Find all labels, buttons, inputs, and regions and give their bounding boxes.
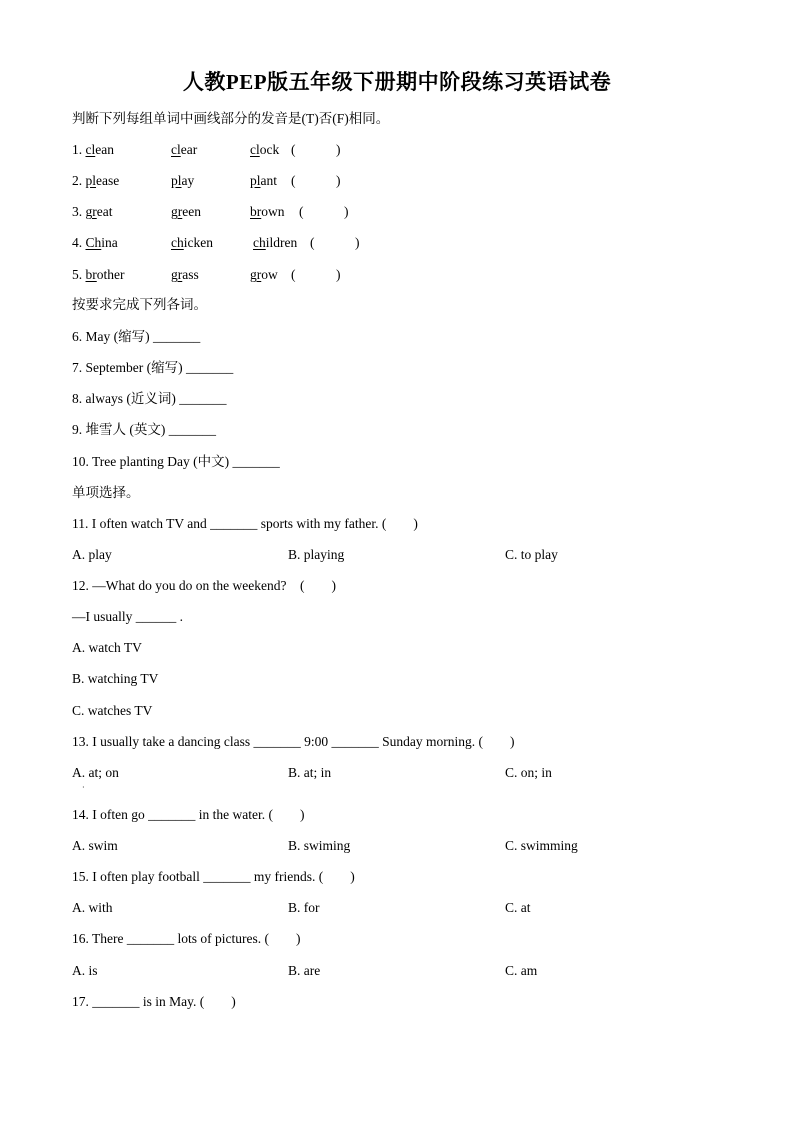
section3-heading: 单项选择。: [72, 485, 140, 500]
word-rest: ock: [259, 142, 280, 157]
question-4-word-3: [253, 234, 297, 252]
word-rest: ear: [180, 142, 198, 157]
question-12-option-b: B. watching TV: [72, 671, 159, 686]
underlined-letters: Ch: [85, 235, 102, 250]
question-16-option-b: B. are: [288, 963, 321, 978]
question-number: 5.: [72, 267, 86, 282]
question-number: 4.: [72, 235, 86, 250]
question-7: 7. September (缩写) _______: [72, 360, 234, 375]
question-16-option-a: A. is: [72, 963, 98, 978]
question-12-stem: 12. —What do you do on the weekend? ( ): [72, 578, 336, 593]
question-1-word-3: [250, 141, 279, 159]
word-rest: ay: [181, 173, 195, 188]
underlined-letters: gr: [171, 204, 183, 219]
question-10: 10. Tree planting Day (中文) _______: [72, 454, 280, 469]
word-rest: een: [182, 204, 201, 219]
question-5-word-3: [250, 266, 278, 284]
question-12-option-c: C. watches TV: [72, 703, 153, 718]
question-15-option-b: B. for: [288, 900, 320, 915]
question-13-stem: 13. I usually take a dancing class _______ 9:00 _______ Sunday morning. ( ): [72, 734, 515, 749]
question-11-option-b: B. playing: [288, 547, 345, 562]
question-3-word-2: [171, 203, 201, 221]
word-rest: ease: [96, 173, 120, 188]
question-2-word-2: [171, 172, 194, 190]
question-15-option-c: C. at: [505, 900, 531, 915]
underlined-letters: gr: [171, 267, 183, 282]
underlined-letters: cl: [250, 142, 260, 157]
question-3-word-3: [250, 203, 285, 221]
question-4-word-1: [72, 234, 118, 252]
underlined-letters: pl: [171, 173, 182, 188]
section2-heading: 按要求完成下列各词。: [72, 297, 207, 312]
word-rest: icken: [183, 235, 213, 250]
question-11-option-a: A. play: [72, 547, 112, 562]
underlined-letters: cl: [85, 142, 96, 157]
word-rest: ant: [260, 173, 278, 188]
question-9: 9. 堆雪人 (英文) _______: [72, 422, 216, 437]
underlined-letters: cl: [171, 142, 181, 157]
underlined-letters: pl: [250, 173, 261, 188]
question-6: 6. May (缩写) _______: [72, 329, 201, 344]
question-11-option-c: C. to play: [505, 547, 558, 562]
answer-parentheses[interactable]: ( ): [291, 173, 341, 188]
question-4-word-2: [171, 234, 213, 252]
question-15-option-a: A. with: [72, 900, 113, 915]
question-1-word-1: [72, 141, 114, 159]
question-number: 2.: [72, 173, 86, 188]
answer-parentheses[interactable]: ( ): [299, 204, 349, 219]
page-title: 人教PEP版五年级下册期中阶段练习英语试卷: [182, 70, 612, 94]
word-rest: other: [96, 267, 125, 282]
word-rest: ina: [101, 235, 118, 250]
word-rest: own: [261, 204, 285, 219]
question-5-word-2: [171, 266, 199, 284]
question-12-option-a: A. watch TV: [72, 640, 142, 655]
question-number: 1.: [72, 142, 86, 157]
word-rest: ildren: [265, 235, 298, 250]
question-8: 8. always (近义词) _______: [72, 391, 227, 406]
question-number: 3.: [72, 204, 86, 219]
underlined-letters: gr: [85, 204, 97, 219]
section1-heading: 判断下列每组单词中画线部分的发音是(T)否(F)相同。: [72, 111, 390, 126]
underlined-letters: br: [85, 267, 97, 282]
underlined-letters: br: [250, 204, 262, 219]
word-rest: ass: [182, 267, 199, 282]
question-14-option-b: B. swiming: [288, 838, 351, 853]
question-14-stem: 14. I often go _______ in the water. ( ): [72, 807, 305, 822]
answer-parentheses[interactable]: ( ): [310, 235, 360, 250]
question-14-option-c: C. swimming: [505, 838, 578, 853]
question-13-option-a: A. at; on: [72, 765, 119, 780]
answer-parentheses[interactable]: ( ): [291, 267, 341, 282]
answer-parentheses[interactable]: ( ): [291, 142, 341, 157]
question-14-option-a: A. swim: [72, 838, 118, 853]
question-3-word-1: [72, 203, 113, 221]
question-16-option-c: C. am: [505, 963, 538, 978]
question-2-word-3: [250, 172, 277, 190]
question-13-option-c: C. on; in: [505, 765, 552, 780]
stray-dot: ·: [82, 783, 85, 792]
underlined-letters: pl: [85, 173, 97, 188]
question-5-word-1: [72, 266, 125, 284]
underlined-letters: gr: [250, 267, 262, 282]
question-2-word-1: [72, 172, 119, 190]
question-1-word-2: [171, 141, 197, 159]
question-17-stem: 17. _______ is in May. ( ): [72, 994, 236, 1009]
question-13-option-b: B. at; in: [288, 765, 332, 780]
question-15-stem: 15. I often play football _______ my friends. ( ): [72, 869, 355, 884]
word-rest: ow: [261, 267, 278, 282]
word-rest: eat: [96, 204, 113, 219]
question-12-reply: —I usually ______ .: [72, 609, 183, 624]
question-11-stem: 11. I often watch TV and _______ sports with my father. ( ): [72, 516, 418, 531]
underlined-letters: ch: [171, 235, 184, 250]
word-rest: ean: [95, 142, 114, 157]
underlined-letters: ch: [253, 235, 266, 250]
question-16-stem: 16. There _______ lots of pictures. ( ): [72, 931, 301, 946]
